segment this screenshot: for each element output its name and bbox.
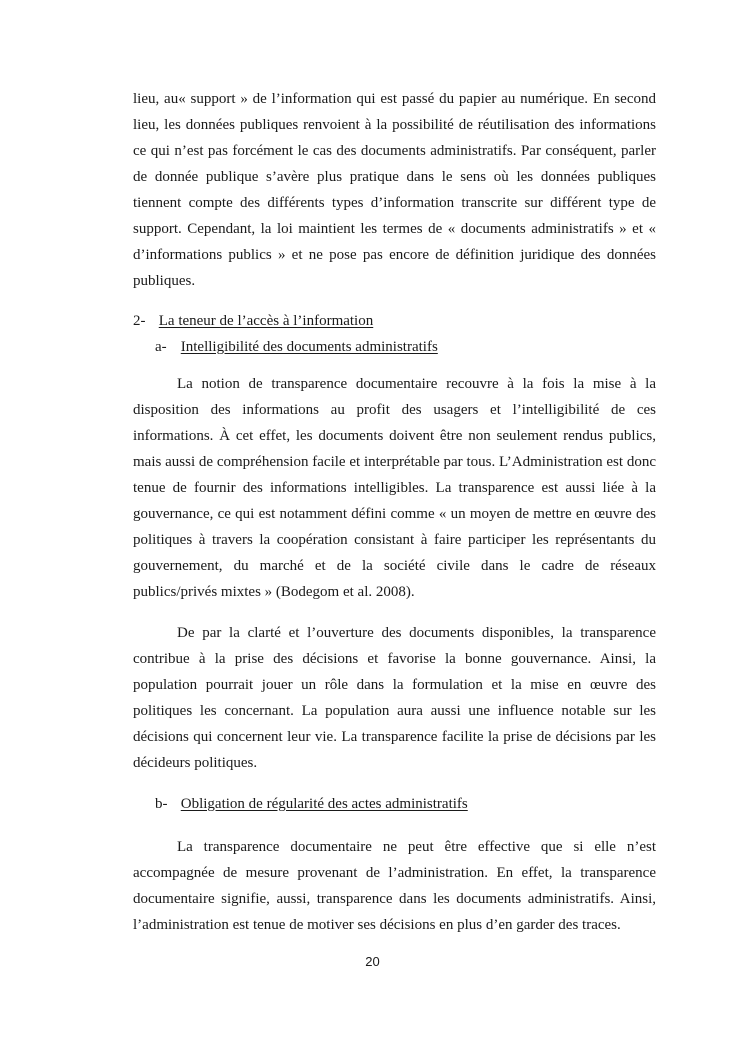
paragraph-3: De par la clarté et l’ouverture des documents disponibles, la transparence contribue à la prise des décisions et favorise la bonne gouvernance. Ainsi, la population pourrait jouer un rôle dans la formulation et la mise en œuvre des politiques les concernant. La population aura aussi une influence notable sur les décisions qui concernent leur vie. La transparence facilite la prise de décisions par les décideurs politiques.: [133, 625, 656, 771]
subsection-b-title: Obligation de régularité des actes administratifs: [180, 796, 468, 812]
section-2-title: La teneur de l’accès à l’information: [158, 313, 374, 329]
paragraph-4: La transparence documentaire ne peut être effective que si elle n’est accompagnée de mesure provenant de l’administration. En effet, la transparence documentaire signifie, aussi, transparence dans les documents administratifs. Ainsi, l’administration est tenue de motiver ses décisions en plus d’en garder des traces.: [133, 839, 656, 933]
page-number: 20: [365, 954, 380, 969]
paragraph-block-4: [133, 834, 656, 938]
paragraph-2: La notion de transparence documentaire recouvre à la fois la mise à la disposition des informations au profit des usagers et l’intelligibilité de ces informations. À cet effet, les documents doivent être non seulement rendus publics, mais aussi de compréhension facile et interprétable par tous. L’Administration est donc tenue de fournir des informations intelligibles. La transparence est aussi liée à la gouvernance, ce qui est notamment défini comme « un moyen de mettre en œuvre des politiques à travers la coopération consistant à faire participer les représentants du gouvernement, du marché et de la société civile dans le cadre de réseaux publics/privés mixtes » (Bodegom et al. 2008).: [133, 376, 656, 600]
section-2-number: 2-: [133, 313, 146, 329]
section-heading-2: [133, 311, 656, 331]
paragraph-block-2: [133, 371, 656, 605]
paragraph-block-1: [133, 86, 656, 294]
subsection-heading-b: [155, 794, 678, 814]
subsection-a-title: Intelligibilité des documents administratifs: [180, 339, 438, 355]
paragraph-1: lieu, au« support » de l’information qui est passé du papier au numérique. En second lieu, les données publiques renvoient à la possibilité de réutilisation des informations ce qui n’est pas forcément le cas des documents administratifs. Par conséquent, parler de donnée publique s’avère plus pratique dans le sens où les données publiques tiennent compte des différents types d’information transcrite sur différent type de support. Cependant, la loi maintient les termes de « documents administratifs » et « d’informations publics » et ne pose pas encore de définition juridique des données publiques.: [133, 91, 656, 289]
subsection-b-number: b-: [155, 796, 168, 812]
subsection-heading-a: [155, 337, 678, 357]
paragraph-block-3: [133, 620, 656, 776]
subsection-a-number: a-: [155, 339, 167, 355]
